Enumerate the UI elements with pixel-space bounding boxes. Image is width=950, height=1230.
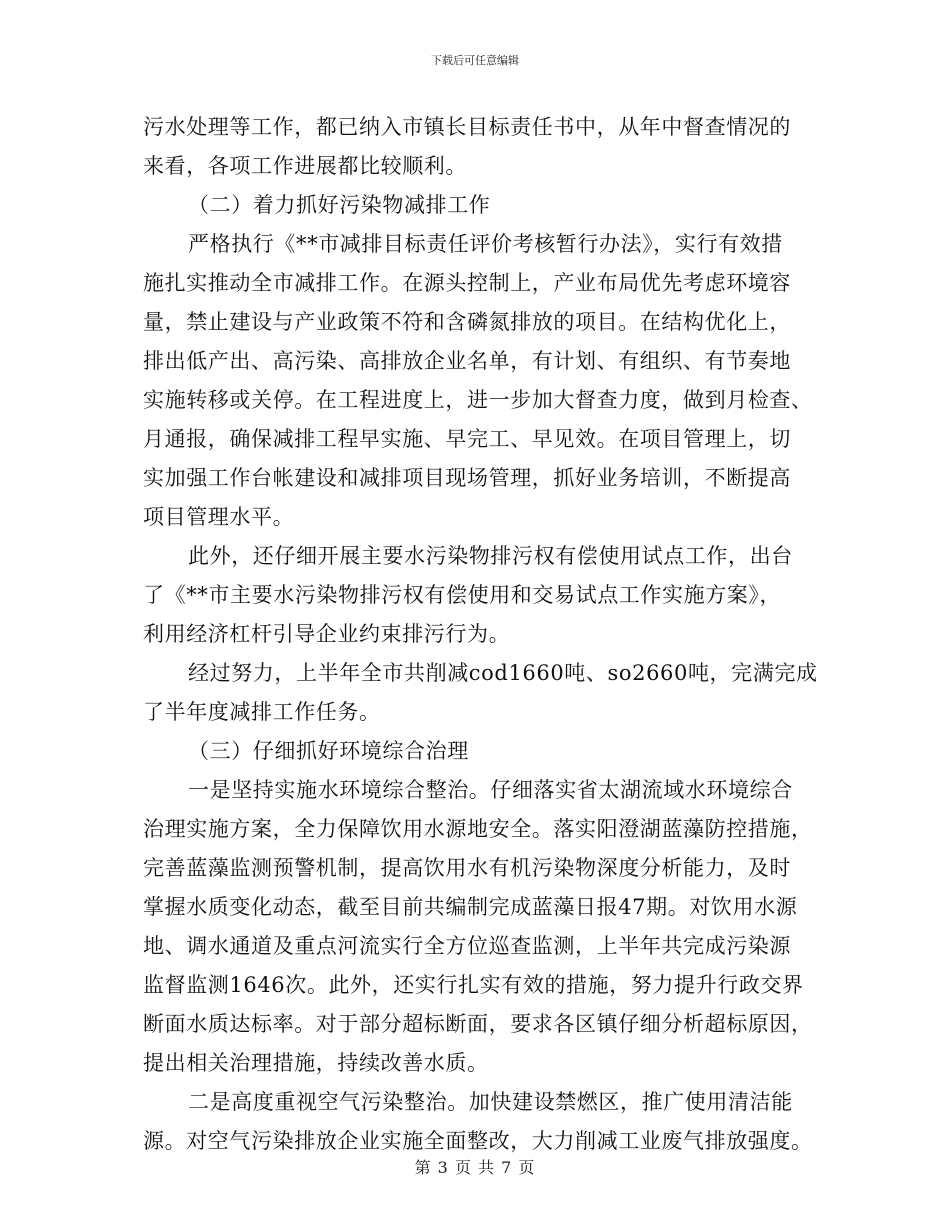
page-number: 第 3 页 共 7 页	[414, 1158, 536, 1177]
body-line: 利用经济杠杆引导企业约束排污行为。	[143, 622, 511, 646]
body-line: （三）仔细抓好环境综合治理	[188, 739, 469, 763]
body-line: 经过努力，上半年全市共削减cod1660吨、so2660吨，完满完成	[188, 661, 818, 685]
body-line: 了半年度减排工作任务。	[143, 700, 381, 724]
body-line: 了《**市主要水污染物排污权有偿使用和交易试点工作实施方案》，	[143, 583, 782, 607]
body-line: 完善蓝藻监测预警机制，提高饮用水有机污染物深度分析能力，及时	[143, 856, 791, 880]
body-line: 实施转移或关停。在工程进度上，进一步加大督查力度，做到月检查、	[143, 388, 813, 412]
body-line: 施扎实推动全市减排工作。在源头控制上，产业布局优先考虑环境容	[143, 271, 791, 295]
body-line: 地、调水通道及重点河流实行全方位巡查监测，上半年共完成污染源	[143, 934, 791, 958]
body-line: 实加强工作台帐建设和减排项目现场管理，抓好业务培训，不断提高	[143, 466, 791, 490]
body-line: （二）着力抓好污染物减排工作	[188, 193, 491, 217]
page-header: 下载后可任意编辑	[431, 54, 519, 67]
body-line: 提出相关治理措施，持续改善水质。	[143, 1051, 489, 1075]
body-line: 月通报，确保减排工程早实施、早完工、早见效。在项目管理上，切	[143, 427, 791, 451]
body-line: 此外，还仔细开展主要水污染物排污权有偿使用试点工作，出台	[188, 544, 793, 568]
body-line: 断面水质达标率。对于部分超标断面，要求各区镇仔细分析超标原因，	[143, 1012, 813, 1036]
body-line: 一是坚持实施水环境综合整治。仔细落实省太湖流域水环境综合	[188, 778, 793, 802]
body-line: 排出低产出、高污染、高排放企业名单，有计划、有组织、有节奏地	[143, 349, 791, 373]
document-body	[143, 108, 818, 1161]
body-line: 污水处理等工作，都已纳入市镇长目标责任书中，从年中督查情况的	[143, 115, 791, 139]
body-line: 来看，各项工作进展都比较顺利。	[143, 154, 467, 178]
body-line: 源。对空气污染排放企业实施全面整改，大力削减工业废气排放强度。	[143, 1129, 813, 1153]
body-line: 量，禁止建设与产业政策不符和含磷氮排放的项目。在结构优化上，	[143, 310, 791, 334]
body-line: 掌握水质变化动态，截至目前共编制完成蓝藻日报47期。对饮用水源	[143, 895, 798, 919]
body-line: 严格执行《**市减排目标责任评价考核暂行办法》，实行有效措	[188, 232, 783, 256]
body-line: 二是高度重视空气污染整治。加快建设禁燃区，推广使用清洁能	[188, 1090, 793, 1114]
body-line: 治理实施方案，全力保障饮用水源地安全。落实阳澄湖蓝藻防控措施，	[143, 817, 813, 841]
body-line: 项目管理水平。	[143, 505, 295, 529]
body-line: 监督监测1646次。此外，还实行扎实有效的措施，努力提升行政交界	[143, 973, 804, 997]
